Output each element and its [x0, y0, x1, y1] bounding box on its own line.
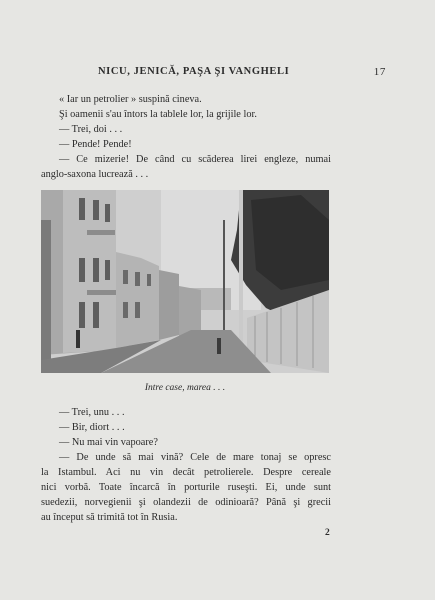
text-line: nici vorbă. Toate încarcă în porturile ruseşti. Ei, unde sunt — [41, 482, 331, 493]
text-line: — Pende! Pende! — [59, 139, 132, 150]
top-paragraphs — [41, 92, 331, 182]
text-line: Şi oamenii s'au întors la tablele lor, la grijile lor. — [59, 109, 257, 120]
text-line: — Trei, doi . . . — [59, 124, 123, 135]
page-number: 17 — [373, 66, 386, 78]
text-line: — Ce mizerie! De când cu scăderea lirei engleze, numai — [59, 154, 331, 165]
text-line: au început să trimită tot în Rusia. — [41, 512, 178, 523]
text-line: la Istambul. Aci nu vin decât petrolierele. Despre cereale — [41, 467, 331, 478]
text-line: — Trei, unu . . . — [59, 407, 125, 418]
photo-caption: Intre case, marea . . . — [144, 383, 226, 393]
photo-illustration — [41, 190, 329, 373]
signature-mark: 2 — [325, 528, 330, 538]
text-line: — Nu mai vin vapoare? — [59, 437, 158, 448]
chapter-title: NICU, JENICĂ, PAŞA ŞI VANGHELI — [98, 66, 290, 77]
text-line: — De unde să mai vină? Cele de mare tonaj se opresc — [59, 452, 331, 463]
text-line: suedezii, norvegienii şi olandezii de odinioară? Până şi grecii — [41, 497, 331, 508]
street-photograph — [41, 190, 329, 373]
text-line: anglo-saxona lucrează . . . — [41, 169, 149, 180]
text-line: — Bir, diort . . . — [59, 422, 125, 433]
text-line: « Iar un petrolier » suspină cineva. — [59, 94, 202, 105]
bottom-paragraphs — [41, 405, 331, 525]
